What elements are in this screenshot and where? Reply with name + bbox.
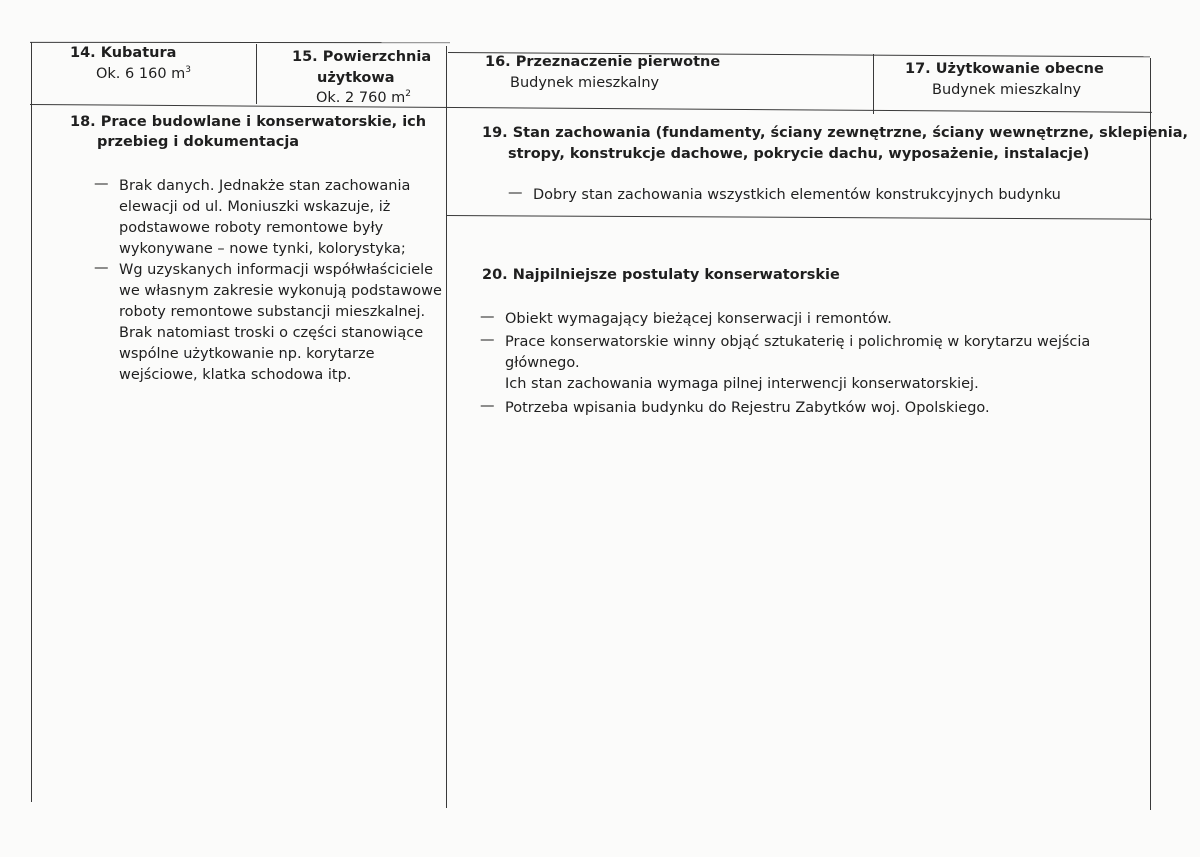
cell-17-heading: 17. Użytkowanie obecne [905, 61, 1104, 77]
cell-14-value-text: Ok. 6 160 m [96, 66, 186, 82]
cell-20-item-1-line: Obiekt wymagający bieżącej konserwacji i remontów. [505, 311, 892, 327]
cell-19-heading-line2: stropy, konstrukcje dachowe, pokrycie dachu, wyposażenie, instalacje) [508, 146, 1090, 162]
cell-14-value [96, 64, 191, 84]
cell-18-item-1-line: elewacji od ul. Moniuszki wskazuje, iż [119, 199, 391, 215]
cell-20-item-2-line: Ich stan zachowania wymaga pilnej interwencji konserwatorskiej. [505, 376, 979, 392]
cell-15-heading-line2: użytkowa [317, 70, 395, 86]
row-divider-2 [446, 215, 1152, 220]
cell-18-item-2-line: roboty remontowe substancji mieszkalnej. [119, 304, 426, 320]
col-divider-14-15 [256, 44, 257, 104]
cell-18-item-1-line: wykonywane – nowe tynki, kolorystyka; [119, 241, 406, 257]
col-divider-right-border [1150, 58, 1151, 810]
cell-18-item-1-line: Brak danych. Jednakże stan zachowania [119, 178, 411, 194]
dash-icon: — [94, 176, 109, 192]
cell-20-heading: 20. Najpilniejsze postulaty konserwatorskie [482, 267, 840, 283]
cell-18-item-2-line: Wg uzyskanych informacji współwłaściciele [119, 262, 434, 278]
cell-14-value-sup: 3 [185, 65, 192, 76]
cell-20-item-2-line: Prace konserwatorskie winny objąć sztukaterię i polichromię w korytarzu wejścia [505, 334, 1091, 350]
cell-19-heading-line1: 19. Stan zachowania (fundamenty, ściany zewnętrzne, ściany wewnętrzne, sklepienia, [482, 125, 1189, 141]
cell-19-item-1-line: Dobry stan zachowania wszystkich elementów konstrukcyjnych budynku [533, 187, 1061, 203]
cell-14-heading: 14. Kubatura [70, 45, 177, 61]
cell-20-item-3-line: Potrzeba wpisania budynku do Rejestru Zabytków woj. Opolskiego. [505, 400, 990, 416]
cell-20-item-2-line: głównego. [505, 355, 580, 371]
col-divider-left-border [31, 42, 32, 802]
cell-18-item-1-line: podstawowe roboty remontowe były [119, 220, 384, 236]
cell-15-value-sup: 2 [405, 89, 412, 100]
cell-18-heading-line2: przebieg i dokumentacja [97, 134, 300, 150]
col-divider-16-17 [873, 54, 874, 114]
dash-icon: — [508, 185, 523, 201]
cell-15-heading-line1: 15. Powierzchnia [292, 49, 432, 65]
cell-18-item-2-line: we własnym zakresie wykonują podstawowe [119, 283, 442, 299]
cell-16-value: Budynek mieszkalny [510, 75, 660, 91]
cell-18-item-2-line: Brak natomiast troski o części stanowiące [119, 325, 424, 341]
dash-icon: — [480, 398, 495, 414]
cell-18-item-2-line: wejściowe, klatka schodowa itp. [119, 367, 352, 383]
cell-18-item-2-line: wspólne użytkowanie np. korytarze [119, 346, 375, 362]
cell-18-heading-line1: 18. Prace budowlane i konserwatorskie, ich [70, 114, 427, 130]
cell-15-value-text: Ok. 2 760 m [316, 90, 406, 106]
col-divider-main [446, 46, 447, 808]
dash-icon: — [480, 332, 495, 348]
cell-16-heading: 16. Przeznaczenie pierwotne [485, 54, 721, 70]
cell-17-value: Budynek mieszkalny [932, 82, 1082, 98]
dash-icon: — [94, 260, 109, 276]
dash-icon: — [480, 309, 495, 325]
cell-15-value [316, 88, 411, 108]
